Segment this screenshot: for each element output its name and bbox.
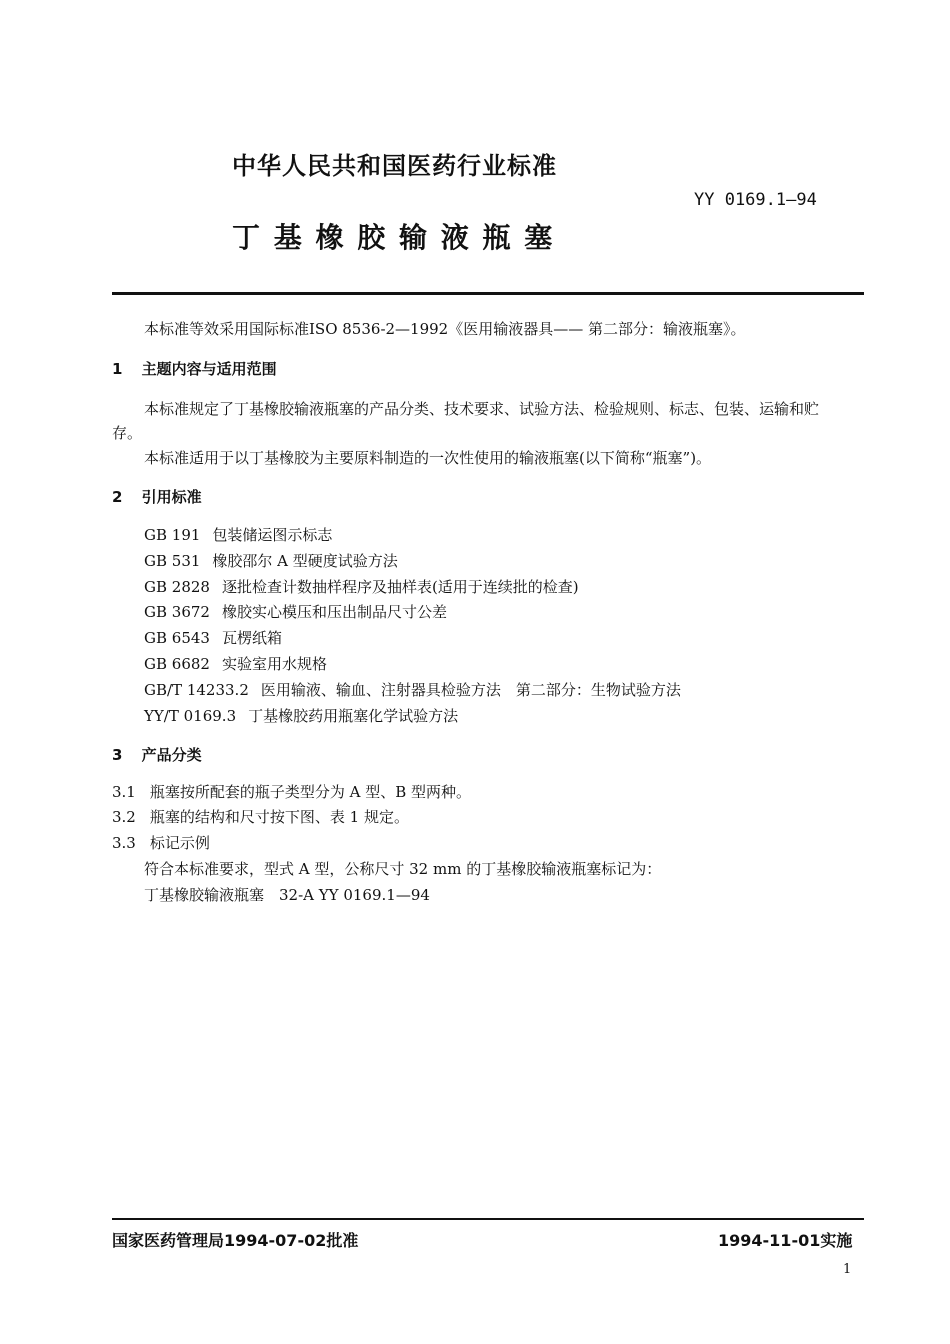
- reference-item: [144, 705, 458, 726]
- intro-paragraph: 本标准等效采用国际标准ISO 8536-2—1992《医用输液器具—— 第二部分：输液瓶塞》。: [144, 320, 746, 338]
- clause-number: 3.1: [112, 783, 136, 801]
- section-1-para-2: 本标准适用于以丁基橡胶为主要原料制造的一次性使用的输液瓶塞(以下简称“瓶塞”)。: [144, 449, 712, 467]
- reference-title: 医用输液、输血、注射器具检验方法 第二部分：生物试验方法: [260, 681, 681, 699]
- clause-text: 瓶塞的结构和尺寸按下图、表 1 规定。: [149, 808, 409, 826]
- clause-number: 3.2: [112, 808, 136, 826]
- section-1-para-1-line-1: 本标准规定了丁基橡胶输液瓶塞的产品分类、技术要求、试验方法、检验规则、标志、包装、运输和贮: [144, 400, 820, 418]
- section-3-heading: [112, 744, 202, 765]
- reference-code: GB 191: [144, 526, 201, 544]
- standard-code: YY 0169.1—94: [694, 190, 817, 210]
- reference-code: GB 3672: [144, 603, 210, 621]
- marking-example-line-2: 丁基橡胶输液瓶塞 32-A YY 0169.1—94: [144, 886, 430, 904]
- reference-title: 逐批检查计数抽样程序及抽样表(适用于连续批的检查): [221, 578, 579, 596]
- reference-item: [144, 601, 447, 622]
- marking-example-line-1: 符合本标准要求，型式 A 型，公称尺寸 32 mm 的丁基橡胶输液瓶塞标记为：: [144, 860, 662, 878]
- org-title: 中华人民共和国医药行业标准: [232, 152, 557, 180]
- reference-item: [144, 550, 398, 571]
- clause-number: 3.3: [112, 834, 136, 852]
- page-number: 1: [843, 1262, 852, 1277]
- section-title: 产品分类: [141, 746, 202, 764]
- section-1-heading: [112, 358, 277, 379]
- reference-code: GB 2828: [144, 578, 210, 596]
- section-title: 主题内容与适用范围: [141, 360, 277, 378]
- reference-item: [144, 576, 579, 597]
- reference-title: 实验室用水规格: [221, 655, 327, 673]
- reference-item: [144, 653, 327, 674]
- effective-date: 1994-11-01实施: [718, 1231, 853, 1250]
- reference-title: 橡胶邵尔 A 型硬度试验方法: [212, 552, 398, 570]
- section-number: 3: [112, 746, 123, 764]
- reference-title: 橡胶实心模压和压出制品尺寸公差: [221, 603, 447, 621]
- reference-item: [144, 627, 282, 648]
- reference-code: GB 531: [144, 552, 201, 570]
- doc-title: 丁 基 橡 胶 输 液 瓶 塞: [232, 221, 555, 254]
- reference-title: 丁基橡胶药用瓶塞化学试验方法: [248, 707, 459, 725]
- section-number: 2: [112, 488, 123, 506]
- clause-item: [112, 806, 409, 827]
- clause-text: 瓶塞按所配套的瓶子类型分为 A 型、B 型两种。: [149, 783, 472, 801]
- reference-code: GB/T 14233.2: [144, 681, 249, 699]
- reference-item: [144, 679, 681, 700]
- footer-rule: [112, 1218, 864, 1220]
- section-2-heading: [112, 486, 202, 507]
- approval-date: 国家医药管理局1994-07-02批准: [112, 1231, 359, 1250]
- header-rule: [112, 292, 864, 295]
- reference-code: YY/T 0169.3: [144, 707, 237, 725]
- section-title: 引用标准: [141, 488, 202, 506]
- reference-code: GB 6543: [144, 629, 210, 647]
- reference-title: 包装储运图示标志: [212, 526, 333, 544]
- reference-title: 瓦楞纸箱: [221, 629, 282, 647]
- section-number: 1: [112, 360, 123, 378]
- reference-item: [144, 524, 332, 545]
- clause-text: 标记示例: [149, 834, 210, 852]
- section-1-para-1-line-2: 存。: [112, 424, 143, 442]
- reference-code: GB 6682: [144, 655, 210, 673]
- clause-item: [112, 832, 210, 853]
- clause-item: [112, 781, 471, 802]
